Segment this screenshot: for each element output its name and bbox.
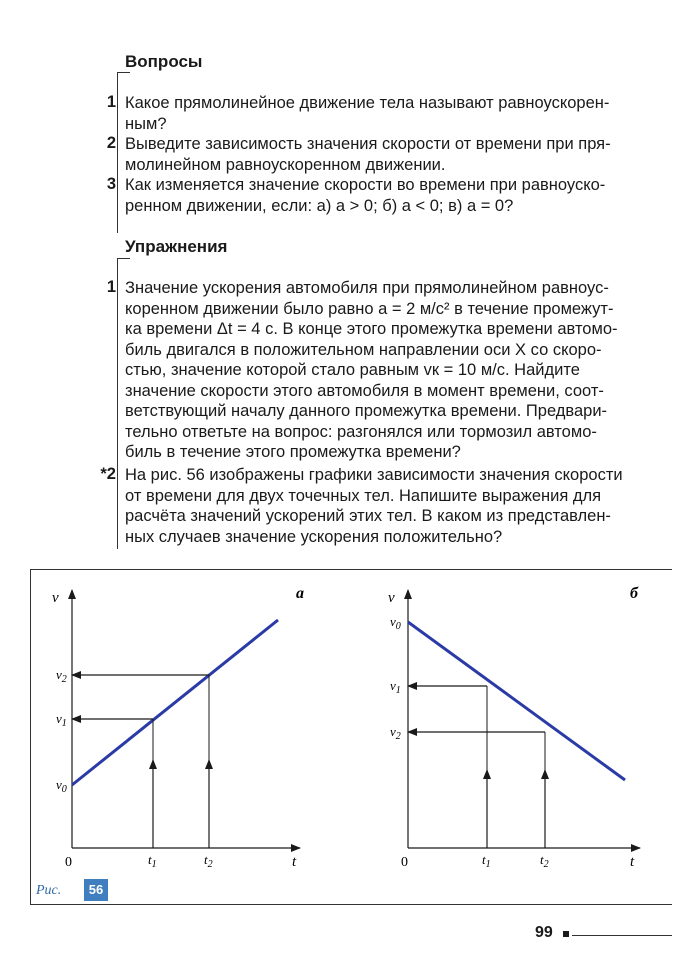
graph-b-velocity-line bbox=[408, 622, 625, 780]
graph-b-t1-label: $t_1$ bbox=[482, 852, 491, 870]
exercise-2-line: расчёта значений ускорений этих тел. В каком из представлен- bbox=[125, 507, 611, 525]
graph-a-t-axis-label: t bbox=[292, 854, 297, 870]
exercise-2-line: На рис. 56 изображены графики зависимости значения скорости bbox=[125, 466, 623, 484]
graph-a-v2-label: $v_2$ bbox=[56, 667, 67, 685]
question-1-line: ным? bbox=[125, 114, 167, 133]
graph-a-v1-label: $v_1$ bbox=[56, 711, 67, 729]
page-marker bbox=[563, 931, 569, 937]
question-number: 1 bbox=[106, 93, 116, 111]
exercise-1-line: биль двигался в положительном направлении оси X со скоро- bbox=[125, 340, 602, 359]
exercise-1-line: ка времени Δt = 4 с. В конце этого промежутка времени автомо- bbox=[125, 320, 618, 338]
graph-a-origin-label: 0 bbox=[65, 855, 72, 870]
graph-a-panel-label: а bbox=[296, 585, 304, 602]
exercise-1-line: ветствующий началу данного промежутка времени. Предвари- bbox=[125, 402, 608, 420]
question-3-line: Как изменяется значение скорости во времени при равноуско- bbox=[125, 176, 606, 194]
questions-title: Вопросы bbox=[125, 52, 203, 71]
exercise-1-line: стью, значение которой стало равным vк = 10 м/с. Найдите bbox=[125, 361, 580, 379]
question-number: 3 bbox=[106, 175, 116, 193]
graph-b-v-axis-label: v bbox=[388, 590, 395, 606]
question-number: 2 bbox=[106, 134, 116, 152]
question-2-line: Выведите зависимость значения скорости от времени при пря- bbox=[125, 135, 611, 153]
page-rule bbox=[572, 935, 672, 936]
exercise-1-line: Значение ускорения автомобиля при прямолинейном равноус- bbox=[125, 279, 609, 297]
graph-b-origin-label: 0 bbox=[401, 855, 408, 870]
exercise-1-line: коренном движении было равно a = 2 м/с² в течение промежут- bbox=[125, 299, 614, 318]
exercise-1-line: биль в течение этого промежутка времени? bbox=[125, 443, 461, 461]
exercise-1-line: значение скорости этого автомобиля в момент времени, соот- bbox=[125, 381, 604, 400]
graph-a-velocity-line bbox=[72, 620, 278, 785]
graph-a-t2-label: $t_2$ bbox=[204, 852, 213, 870]
question-2-line: молинейном равноускоренном движении. bbox=[125, 155, 446, 174]
question-3-line: ренном движении, если: а) a > 0; б) a < 0; в) a = 0? bbox=[125, 196, 514, 215]
graph-b-v2-label: $v_2$ bbox=[390, 724, 401, 742]
graph-b-t-axis-label: t bbox=[630, 854, 635, 870]
exercise-number: *2 bbox=[100, 465, 116, 483]
graph-a bbox=[52, 585, 304, 870]
graph-b-v0-label: $v_0$ bbox=[390, 614, 401, 632]
figure-caption-number: 56 bbox=[84, 879, 108, 901]
graph-a-v-axis-label: v bbox=[52, 590, 59, 606]
graph-b-v1-label: $v_1$ bbox=[390, 678, 401, 696]
graph-a-v0-label: $v_0$ bbox=[56, 777, 67, 795]
graph-a-t1-label: $t_1$ bbox=[148, 852, 157, 870]
graph-b-panel-label: б bbox=[630, 585, 638, 602]
question-1-line: Какое прямолинейное движение тела называют равноускорен- bbox=[125, 94, 610, 112]
exercise-2-line: ных случаев значение ускорения положительно? bbox=[125, 527, 503, 546]
page-number: 99 bbox=[535, 924, 553, 941]
figure-caption-label: Рис. bbox=[36, 883, 62, 898]
exercise-1-line: тельно ответьте на вопрос: разгонялся или тормозил автомо- bbox=[125, 422, 597, 441]
graph-b-t2-label: $t_2$ bbox=[540, 852, 549, 870]
exercises-title: Упражнения bbox=[125, 237, 228, 256]
graph-b bbox=[388, 585, 640, 870]
exercise-number: 1 bbox=[106, 278, 116, 296]
exercise-2-line: от времени для двух точечных тел. Напишите выражения для bbox=[125, 486, 602, 505]
